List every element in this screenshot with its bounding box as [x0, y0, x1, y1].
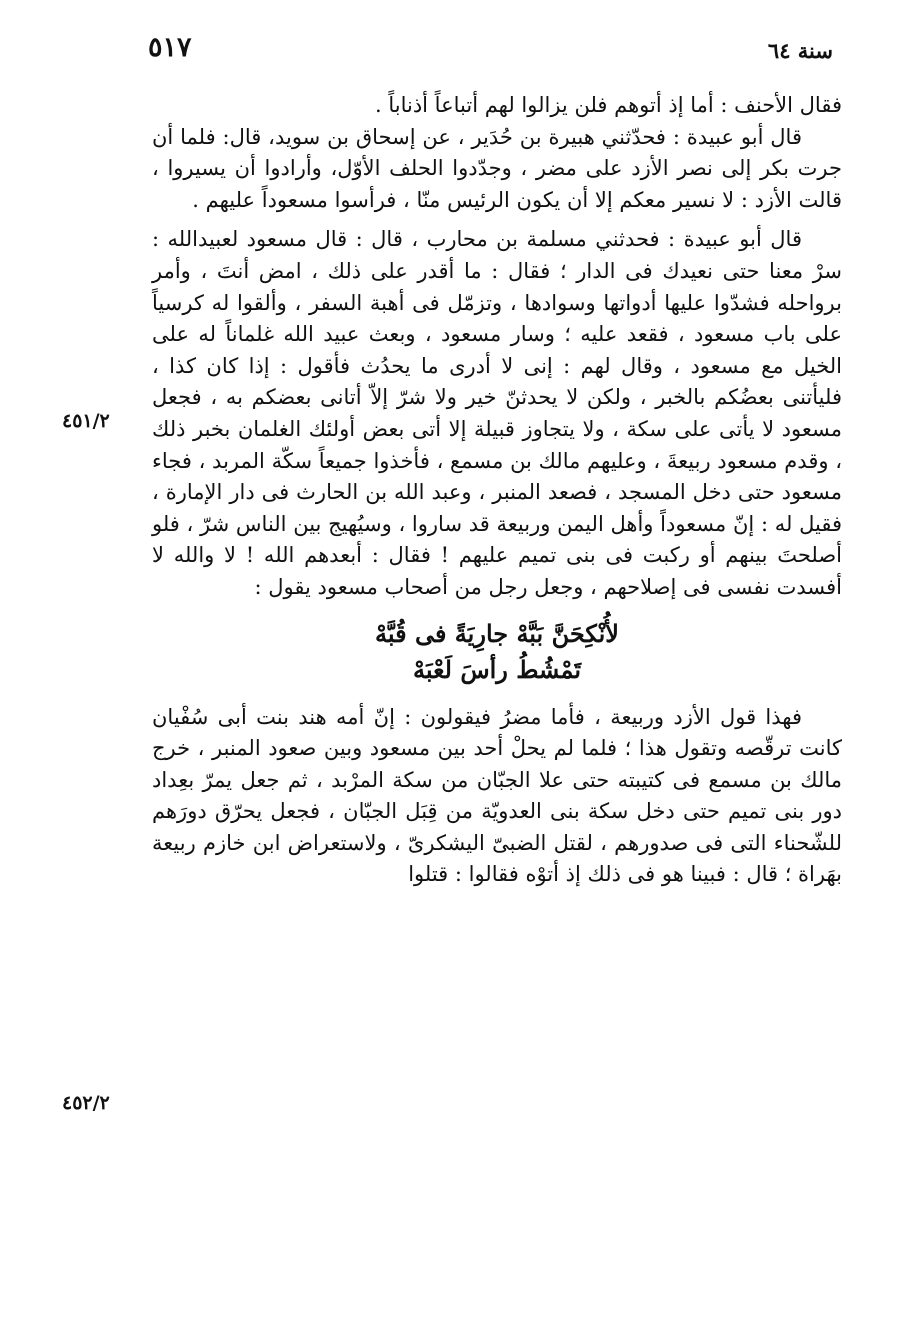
paragraph-1: فقال الأحنف : أما إذ أتوهم فلن يزالوا لهم أتباعاً أذناباً .: [374, 93, 842, 117]
paragraph-4: فهذا قول الأزد وربيعة ، فأما مضرُ فيقولون : إنّ أمه هند بنت أبى سُفْيان كانت ترقّصه وتقول هذا ؛ فلما لم يحلْ أحد بين مسعود وبين صعود المنبر ، خرج مالك بن مسمع فى كتيبته حتى علا الجبّان من سكة المرْبد ، ثم جعل يمرّ بعِداد دور بنى تميم حتى دخل سكة بنى العدويّة من قِبَل الجبّان ، فجعل يحرّق دورَهم للشّحناء التى فى صدورهم ، لقتل الضبىّ اليشكرىّ ، ولاستعراض ابن خازم ربيعة بهَراة ؛ قال : فبينا هو فى ذلك إذ أتوْه فقالوا : قتلوا: [152, 704, 842, 887]
page-header: [0, 30, 913, 70]
paragraph-3: قال أبو عبيدة : فحدثني مسلمة بن محارب ، قال : قال مسعود لعبيدالله : سرْ معنا حتى نعيدك فى الدار ؛ فقال : ما أقدر على ذلك ، امض أنتَ ، وأمر برواحله فشدّوا عليها أدواتها وسوادها ، وتزمّل فى أهبة السفر ، وألقوا له كرسياً على باب مسعود ، فقعد عليه ؛ وسار مسعود ، وبعث عبيد الله غلماناً له على الخيل مع مسعود ، وقال لهم : إنى لا أدرى ما يحدُث فأقول : إذا كان كذا ، فليأتنى بعضُكم بالخبر ، ولكن لا يحدثنّ خير ولا شرّ إلاّ أتانى بعضكم به ، فجعل مسعود لا يأتى على سكة ، ولا يتجاوز قبيلة إلا أتى بعض أولئك الغلمان بخبر ذلك ، وقدم مسعود ربيعةَ ، وعليهم مالك بن مسمع ، فأخذوا جميعاً سكّة المربد ، فجاء مسعود حتى دخل المسجد ، فصعد المنبر ، وعبد الله بن الحارث فى دار الإمارة ، فقيل له : إنّ مسعوداً وأهل اليمن وربيعة قد ساروا ، وسيُهيج بين الناس شرّ ، فلو أصلحتَ بينهم أو ركبت فى بنى تميم عليهم ! فقال : أبعدهم الله ! لا والله لا أفسدت نفسى فى إصلاحهم ، وجعل رجل من أصحاب مسعود يقول :: [152, 227, 842, 599]
page-number: ٥١٧: [148, 32, 192, 63]
verse-block: [152, 616, 842, 688]
running-title: سنة ٦٤: [767, 38, 833, 63]
paragraph-2: قال أبو عبيدة : فحدّثني هبيرة بن حُدَير ، عن إسحاق بن سويد، قال: فلما أن جرت بكر إلى نصر الأزد على مضر ، وجدّدوا الحلف الأوّل، وأرادوا أن يسيروا ، قالت الأزد : لا نسير معكم إلا أن يكون الرئيس منّا ، فرأسوا مسعوداً عليهم .: [152, 124, 842, 212]
margin-note-1: ٤٥١/٢: [62, 410, 110, 432]
margin-note-2: ٤٥٢/٢: [62, 1092, 110, 1114]
verse-line-2: تَمْشُطُ رأسَ لَعْبَهْ: [412, 654, 581, 684]
main-text: [152, 90, 842, 891]
verse-line-1: لأُنْكِحَنَّ بَبَّهْ جارِيَةً فى قُبَّهْ: [375, 618, 619, 648]
